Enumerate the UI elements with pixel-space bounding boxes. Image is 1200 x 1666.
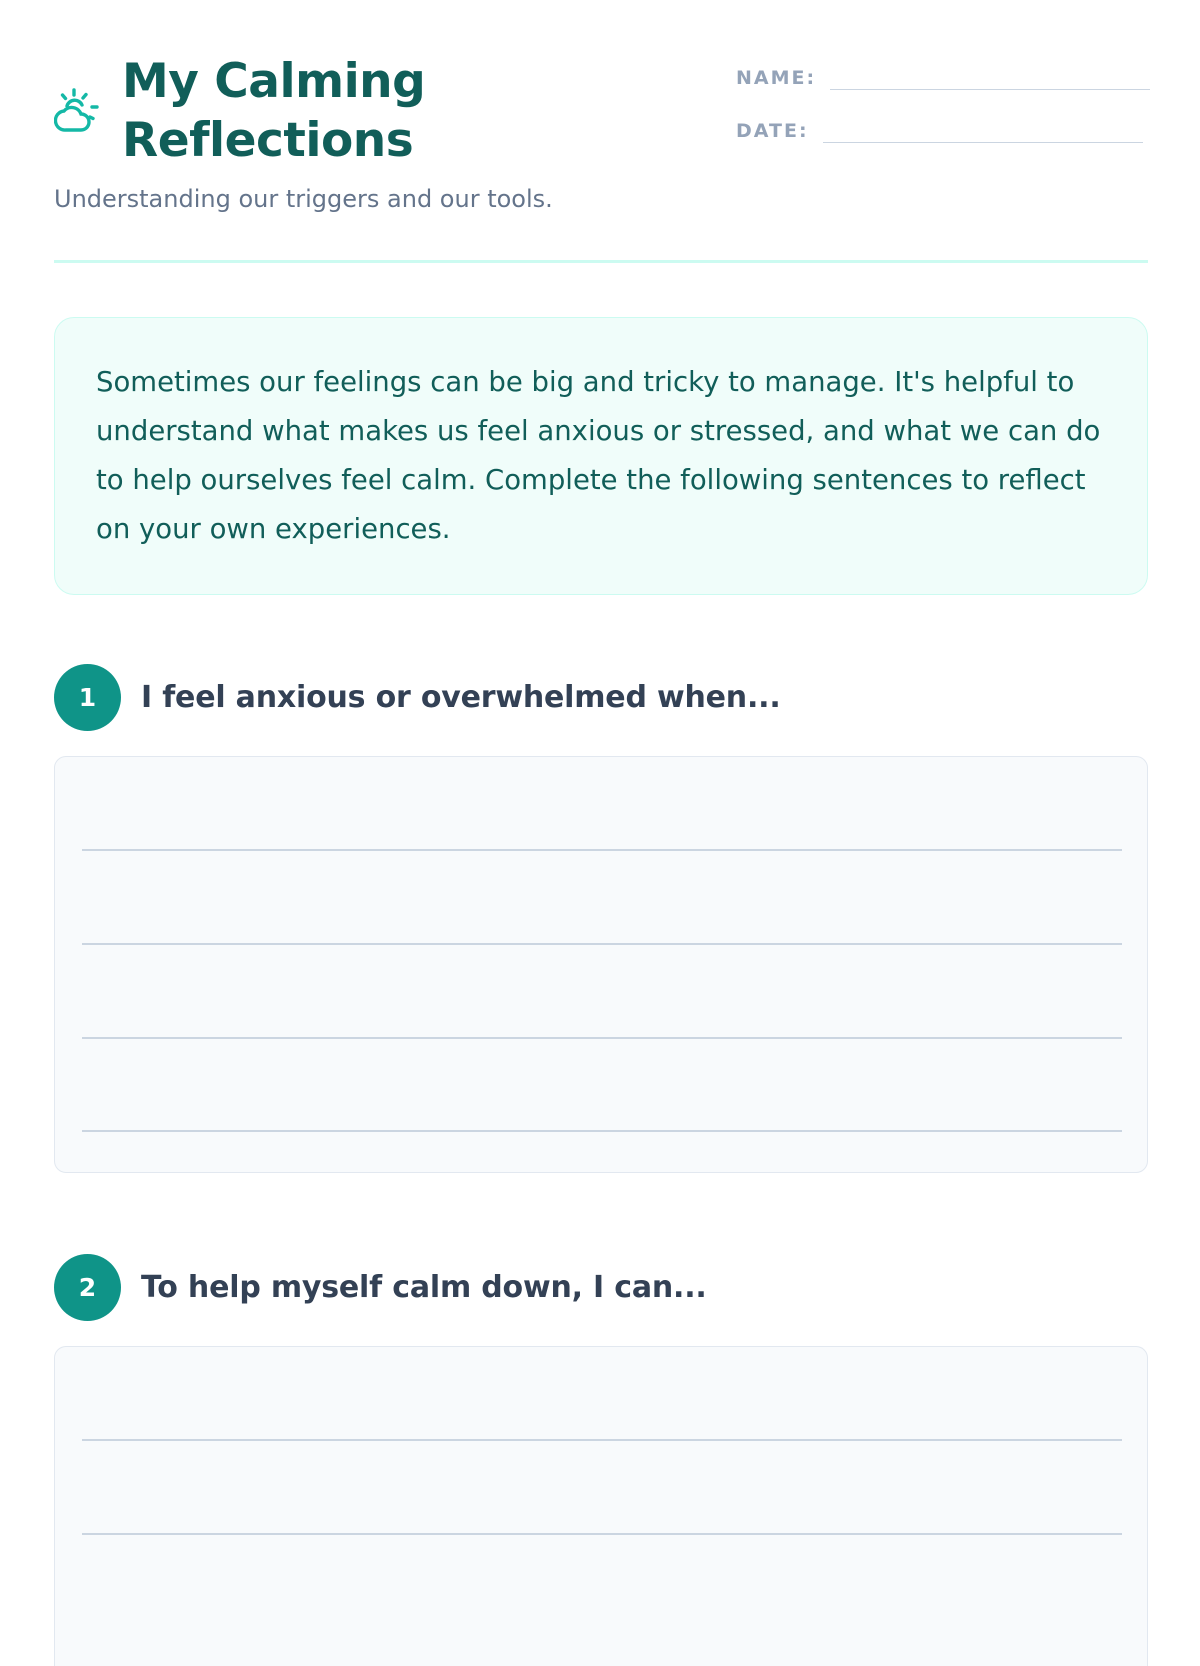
answer-area-2[interactable] — [54, 1346, 1148, 1666]
sun-behind-cloud-icon — [54, 86, 104, 136]
answer-line — [82, 1439, 1122, 1441]
answer-line — [82, 1533, 1122, 1535]
answer-line — [82, 943, 1122, 945]
question-prompt: To help myself calm down, I can... — [141, 1270, 707, 1305]
answer-line — [82, 1130, 1122, 1132]
name-write-line[interactable] — [830, 89, 1150, 90]
worksheet-page — [54, 0, 1148, 1600]
date-field[interactable] — [736, 113, 1143, 143]
name-label: NAME: — [736, 67, 817, 89]
name-field[interactable] — [736, 60, 1150, 90]
intro-box — [54, 317, 1148, 595]
date-label: DATE: — [736, 120, 809, 142]
intro-text: Sometimes our feelings can be big and tricky to manage. It's helpful to understand what makes us feel anxious or stressed, and what we can do to help ourselves feel calm. Complete the following sentences to reflect on your own experiences. — [96, 366, 1101, 545]
question-prompt: I feel anxious or overwhelmed when... — [141, 680, 781, 715]
question-number-badge: 2 — [54, 1254, 121, 1321]
worksheet-header — [54, 52, 1148, 262]
answer-line — [82, 849, 1122, 851]
answer-area-1[interactable] — [54, 756, 1148, 1173]
page-subtitle: Understanding our triggers and our tools. — [54, 185, 553, 213]
answer-line — [82, 1037, 1122, 1039]
page-title: My Calming Reflections — [122, 54, 426, 168]
header-divider — [54, 260, 1148, 263]
date-write-line[interactable] — [823, 142, 1143, 143]
question-number-badge: 1 — [54, 664, 121, 731]
